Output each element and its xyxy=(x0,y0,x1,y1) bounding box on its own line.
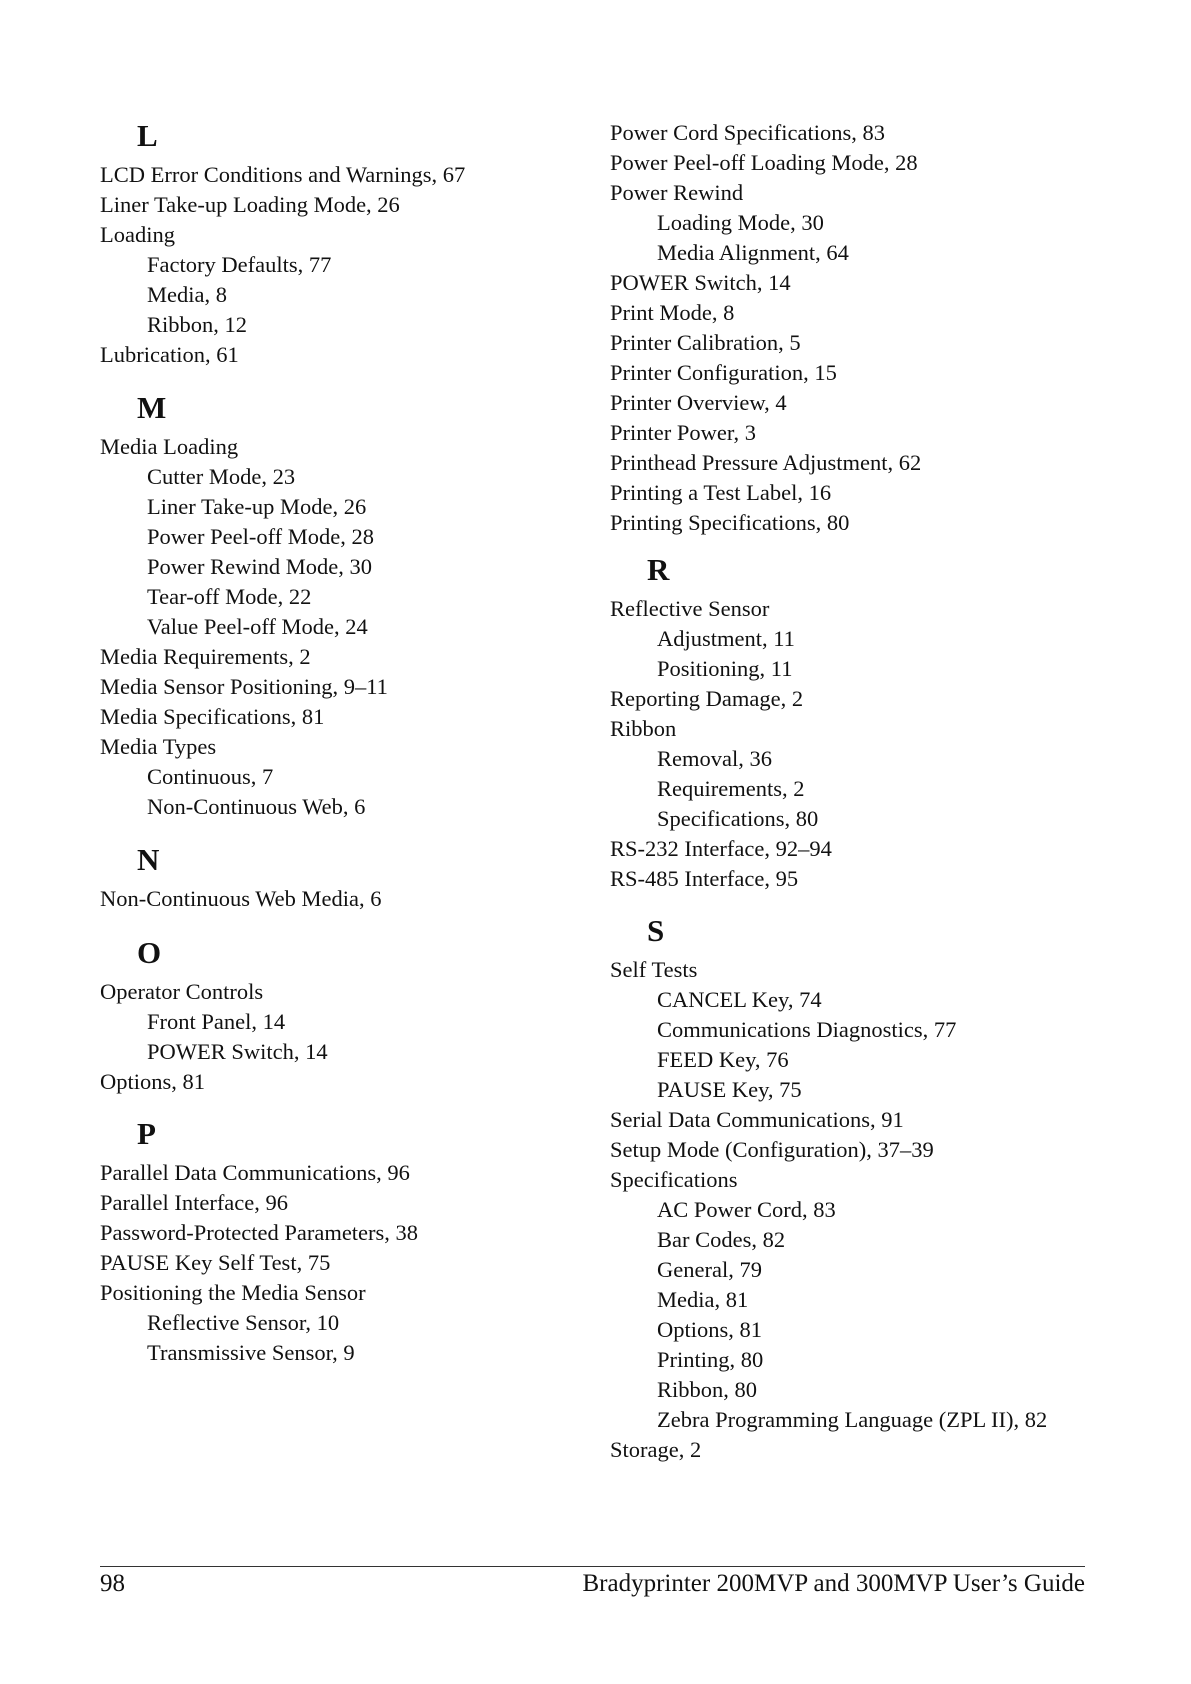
index-subentry: Specifications, 80 xyxy=(657,806,819,831)
index-entry: POWER Switch, 14 xyxy=(610,270,791,295)
index-subentry: Positioning, 11 xyxy=(657,656,793,681)
index-entry: Options, 81 xyxy=(100,1069,206,1094)
index-entry: Printer Configuration, 15 xyxy=(610,360,837,385)
index-subentry: Requirements, 2 xyxy=(657,776,805,801)
index-entry: RS-485 Interface, 95 xyxy=(610,866,799,891)
index-subentry: FEED Key, 76 xyxy=(657,1047,789,1072)
index-section-P-continued xyxy=(610,118,921,538)
index-subentry: Ribbon, 12 xyxy=(147,312,248,337)
index-subentry: Options, 81 xyxy=(657,1317,763,1342)
section-letter-L: L xyxy=(137,118,158,153)
index-subentry: Bar Codes, 82 xyxy=(657,1227,786,1252)
index-entry: Media Requirements, 2 xyxy=(100,644,311,669)
section-entries-L xyxy=(100,160,465,370)
index-subentry: Value Peel-off Mode, 24 xyxy=(147,614,368,639)
index-entry: Password-Protected Parameters, 38 xyxy=(100,1220,419,1245)
index-entry: Non-Continuous Web Media, 6 xyxy=(100,886,382,911)
index-entry: Media Specifications, 81 xyxy=(100,704,325,729)
page-number: 98 xyxy=(100,1570,125,1597)
index-subentry: Factory Defaults, 77 xyxy=(147,252,332,277)
index-subentry: CANCEL Key, 74 xyxy=(657,987,822,1012)
index-subentry: Front Panel, 14 xyxy=(147,1009,286,1034)
index-subentry: Cutter Mode, 23 xyxy=(147,464,296,489)
index-subentry: Zebra Programming Language (ZPL II), 82 xyxy=(657,1407,1048,1432)
index-entry: Printer Overview, 4 xyxy=(610,390,787,415)
index-entry: Media Types xyxy=(100,734,217,759)
section-letter-P: P xyxy=(137,1116,156,1151)
index-subentry: Tear-off Mode, 22 xyxy=(147,584,312,609)
index-subentry: Media Alignment, 64 xyxy=(657,240,849,265)
index-entry: Self Tests xyxy=(610,957,698,982)
index-entry: Reporting Damage, 2 xyxy=(610,686,804,711)
index-entry: PAUSE Key Self Test, 75 xyxy=(100,1250,331,1275)
index-entry: Media Sensor Positioning, 9–11 xyxy=(100,674,388,699)
index-entry: LCD Error Conditions and Warnings, 67 xyxy=(100,162,466,187)
index-entry: Media Loading xyxy=(100,434,239,459)
index-entry: Serial Data Communications, 91 xyxy=(610,1107,904,1132)
index-subentry: Transmissive Sensor, 9 xyxy=(147,1340,355,1365)
index-entry: Loading xyxy=(100,222,175,247)
index-entry: Parallel Interface, 96 xyxy=(100,1190,289,1215)
index-entry: Lubrication, 61 xyxy=(100,342,239,367)
index-subentry: Media, 81 xyxy=(657,1287,749,1312)
section-letter-N: N xyxy=(137,842,160,877)
index-entry: Liner Take-up Loading Mode, 26 xyxy=(100,192,400,217)
section-letter-R: R xyxy=(647,552,670,587)
index-entry: Parallel Data Communications, 96 xyxy=(100,1160,410,1185)
index-entry: Power Cord Specifications, 83 xyxy=(610,120,885,145)
index-subentry: Printing, 80 xyxy=(657,1347,764,1372)
section-entries-N xyxy=(100,884,382,914)
index-subentry: Power Rewind Mode, 30 xyxy=(147,554,372,579)
index-entry: Printer Power, 3 xyxy=(610,420,756,445)
index-subentry: General, 79 xyxy=(657,1257,762,1282)
index-entry: RS-232 Interface, 92–94 xyxy=(610,836,832,861)
index-entry: Power Rewind xyxy=(610,180,744,205)
index-entry: Storage, 2 xyxy=(610,1437,702,1462)
section-letter-O: O xyxy=(137,935,162,970)
index-entry: Printhead Pressure Adjustment, 62 xyxy=(610,450,922,475)
section-letter-M: M xyxy=(137,390,167,425)
index-entry: Print Mode, 8 xyxy=(610,300,735,325)
section-letter-S: S xyxy=(647,913,665,948)
index-subentry: Non-Continuous Web, 6 xyxy=(147,794,366,819)
section-entries-R xyxy=(610,594,832,894)
index-entry: Printing a Test Label, 16 xyxy=(610,480,832,505)
index-entry: Positioning the Media Sensor xyxy=(100,1280,366,1305)
page-footer xyxy=(100,1566,1085,1597)
index-subentry: Loading Mode, 30 xyxy=(657,210,824,235)
section-entries-O xyxy=(100,977,328,1097)
index-entry: Specifications xyxy=(610,1167,738,1192)
index-subentry: Power Peel-off Mode, 28 xyxy=(147,524,375,549)
index-entry: Ribbon xyxy=(610,716,677,741)
index-entry: Printer Calibration, 5 xyxy=(610,330,801,355)
index-entry: Reflective Sensor xyxy=(610,596,770,621)
index-subentry: Continuous, 7 xyxy=(147,764,274,789)
index-subentry: Adjustment, 11 xyxy=(657,626,795,651)
index-entry: Power Peel-off Loading Mode, 28 xyxy=(610,150,918,175)
section-entries-S xyxy=(610,955,1047,1465)
document-title: Bradyprinter 200MVP and 300MVP User’s Guide xyxy=(582,1570,1085,1597)
section-entries-M xyxy=(100,432,388,822)
index-subentry: Liner Take-up Mode, 26 xyxy=(147,494,367,519)
index-subentry: Ribbon, 80 xyxy=(657,1377,758,1402)
index-subentry: Communications Diagnostics, 77 xyxy=(657,1017,957,1042)
index-entry: Operator Controls xyxy=(100,979,264,1004)
index-entry: Printing Specifications, 80 xyxy=(610,510,850,535)
index-subentry: PAUSE Key, 75 xyxy=(657,1077,802,1102)
index-subentry: AC Power Cord, 83 xyxy=(657,1197,836,1222)
index-entry: Setup Mode (Configuration), 37–39 xyxy=(610,1137,934,1162)
index-subentry: Media, 8 xyxy=(147,282,227,307)
section-entries-P xyxy=(100,1158,418,1368)
index-subentry: Removal, 36 xyxy=(657,746,772,771)
index-subentry: Reflective Sensor, 10 xyxy=(147,1310,340,1335)
index-subentry: POWER Switch, 14 xyxy=(147,1039,328,1064)
